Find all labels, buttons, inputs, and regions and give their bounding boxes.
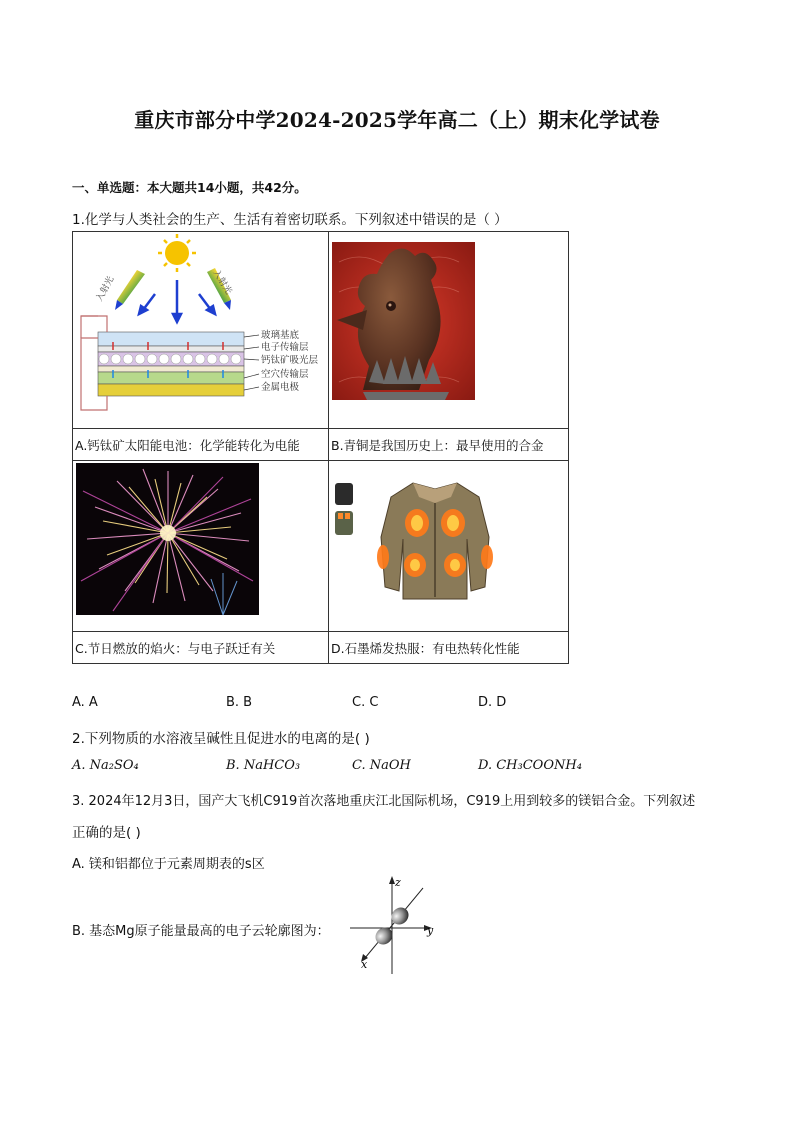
solar-label-htl: 空穴传输层	[261, 369, 309, 380]
cell-c-caption: C.节日燃放的焰火：与电子跃迁有关	[73, 632, 329, 664]
p-orbital-diagram	[345, 872, 445, 976]
q3-option-a[interactable]: A. 镁和铝都位于元素周期表的s区	[72, 857, 265, 872]
question-3-stem-line1: 3. 2024年12月3日，国产大飞机C919首次落地重庆江北国际机场，C919上用到较多的镁铝合金。下列叙述	[72, 794, 696, 809]
heated-jacket-photo	[329, 461, 568, 627]
q1-option-c[interactable]: C. C	[352, 695, 379, 710]
q1-option-a[interactable]: A. A	[72, 695, 98, 710]
cell-b-image	[329, 232, 569, 429]
solar-label-glass: 玻璃基底	[261, 330, 300, 341]
ray-label-left: 入射光	[94, 274, 117, 304]
axis-y-label: y	[427, 924, 434, 937]
cell-b-caption: B.青铜是我国历史上：最早使用的合金	[329, 429, 569, 461]
solar-cell-diagram	[73, 232, 328, 424]
q2-option-a[interactable]: A. Na₂SO₄	[72, 758, 139, 773]
q3-option-b[interactable]: B. 基态Mg原子能量最高的电子云轮廓图为：	[72, 924, 330, 939]
bronze-rooster-photo	[329, 232, 568, 424]
q2-option-d[interactable]: D. CH₃COONH₄	[478, 758, 582, 773]
section-heading: 一、单选题：本大题共14小题，共42分。	[72, 180, 307, 195]
cell-d-caption: D.石墨烯发热服：有电热转化性能	[329, 632, 569, 664]
solar-label-perovskite: 钙钛矿吸光层	[261, 355, 319, 366]
sun-icon	[158, 234, 196, 272]
cell-c-image	[73, 461, 329, 632]
question-1-stem: 1.化学与人类社会的生产、生活有着密切联系。下列叙述中错误的是（ ）	[72, 212, 508, 228]
axis-z-label: z	[395, 876, 401, 889]
page-title: 重庆市部分中学2024-2025学年高二（上）期末化学试卷	[134, 108, 660, 132]
solar-label-etl: 电子传输层	[261, 342, 309, 353]
cell-a-caption: A.钙钛矿太阳能电池：化学能转化为电能	[73, 429, 329, 461]
cell-d-image	[329, 461, 569, 632]
q1-option-b[interactable]: B. B	[226, 695, 253, 710]
q1-option-d[interactable]: D. D	[478, 695, 507, 710]
q2-option-b[interactable]: B. NaHCO₃	[226, 758, 301, 773]
question-1-table	[72, 231, 569, 664]
q2-option-c[interactable]: C. NaOH	[352, 758, 411, 773]
cell-a-image	[73, 232, 329, 429]
question-2-stem: 2.下列物质的水溶液呈碱性且促进水的电离的是( )	[72, 731, 370, 747]
axis-x-label: x	[361, 958, 368, 971]
ray-label-right: 入射光	[210, 268, 234, 297]
fireworks-photo	[73, 461, 328, 627]
question-3-stem-line2: 正确的是( )	[72, 825, 141, 841]
solar-label-electrode: 金属电极	[261, 382, 300, 393]
